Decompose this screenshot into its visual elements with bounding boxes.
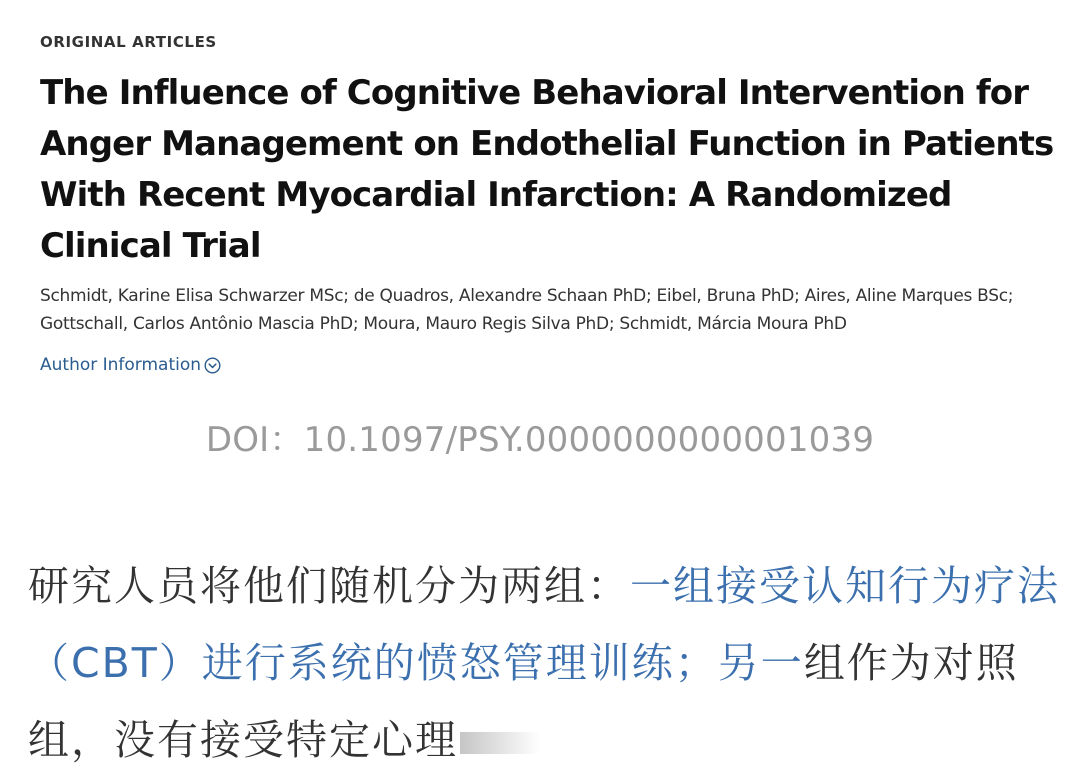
author-information-toggle[interactable]: [40, 355, 221, 375]
body-text-highlight: 一组接受认知行为疗法（CBT）进行系统的愤怒管理训练；另一: [28, 562, 1060, 687]
section-label: ORIGINAL ARTICLES: [40, 33, 217, 51]
body-text-continuation: 组作为对照组，没有接受特定心理: [28, 639, 1019, 764]
body-paragraph: [28, 548, 1068, 779]
author-information-label: Author Information: [40, 355, 202, 375]
chevron-down-circle-icon: [204, 357, 221, 374]
doi-line: DOI：10.1097/PSY.0000000000001039: [205, 420, 875, 460]
author-list: Schmidt, Karine Elisa Schwarzer MSc; de Quadros, Alexandre Schaan PhD; Eibel, Bruna PhD; Aires, Aline Marques BSc; Gottschall, Carlos Antônio Mascia PhD; Moura, Mauro Regis Silva PhD; Schmidt, Márcia Moura PhD: [40, 286, 1014, 334]
article-title: The Influence of Cognitive Behavioral Intervention for Anger Management on Endothelial Function in Patients With Recent Myocardial Infarction: A Randomized Clinical Trial: [40, 73, 1054, 266]
body-text-intro: 研究人员将他们随机分为两组：: [28, 562, 630, 610]
text-fade-overlay: [460, 732, 540, 754]
